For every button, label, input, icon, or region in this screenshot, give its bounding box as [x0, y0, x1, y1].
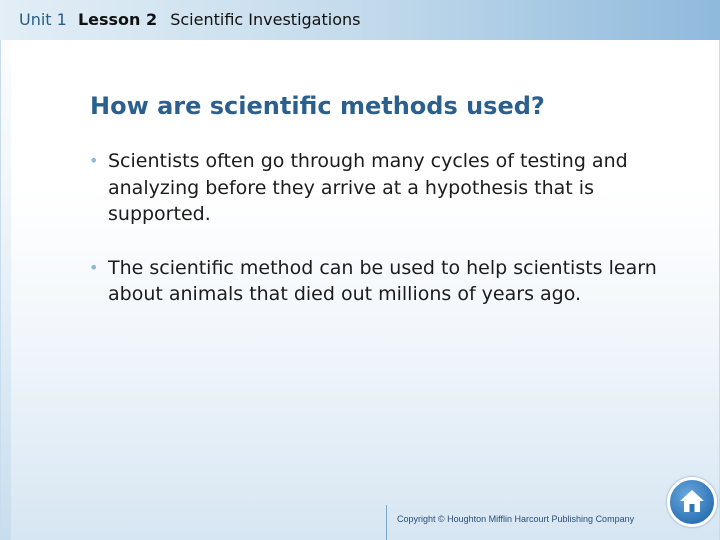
header-bar: [0, 0, 720, 40]
lesson-label: Lesson 2: [77, 10, 158, 29]
unit-label: Unit 1: [19, 10, 67, 29]
bullet-item: • The scientific method can be used to help scientists learn about animals that died out millions of years ago.: [89, 255, 679, 308]
bullet-list: [89, 148, 679, 335]
footer-divider: [386, 505, 387, 540]
home-button[interactable]: [667, 477, 717, 527]
lesson-topic: Scientific Investigations: [170, 10, 361, 29]
home-icon: [679, 488, 705, 514]
copyright-text: Copyright © Houghton Mifflin Harcourt Publishing Company: [397, 514, 635, 524]
slide-content: [0, 40, 720, 540]
slide-title: How are scientific methods used?: [90, 92, 545, 120]
bullet-item: • Scientists often go through many cycles of testing and analyzing before they arrive at a hypothesis that is supported.: [89, 148, 679, 228]
decorative-band: [1, 40, 11, 540]
